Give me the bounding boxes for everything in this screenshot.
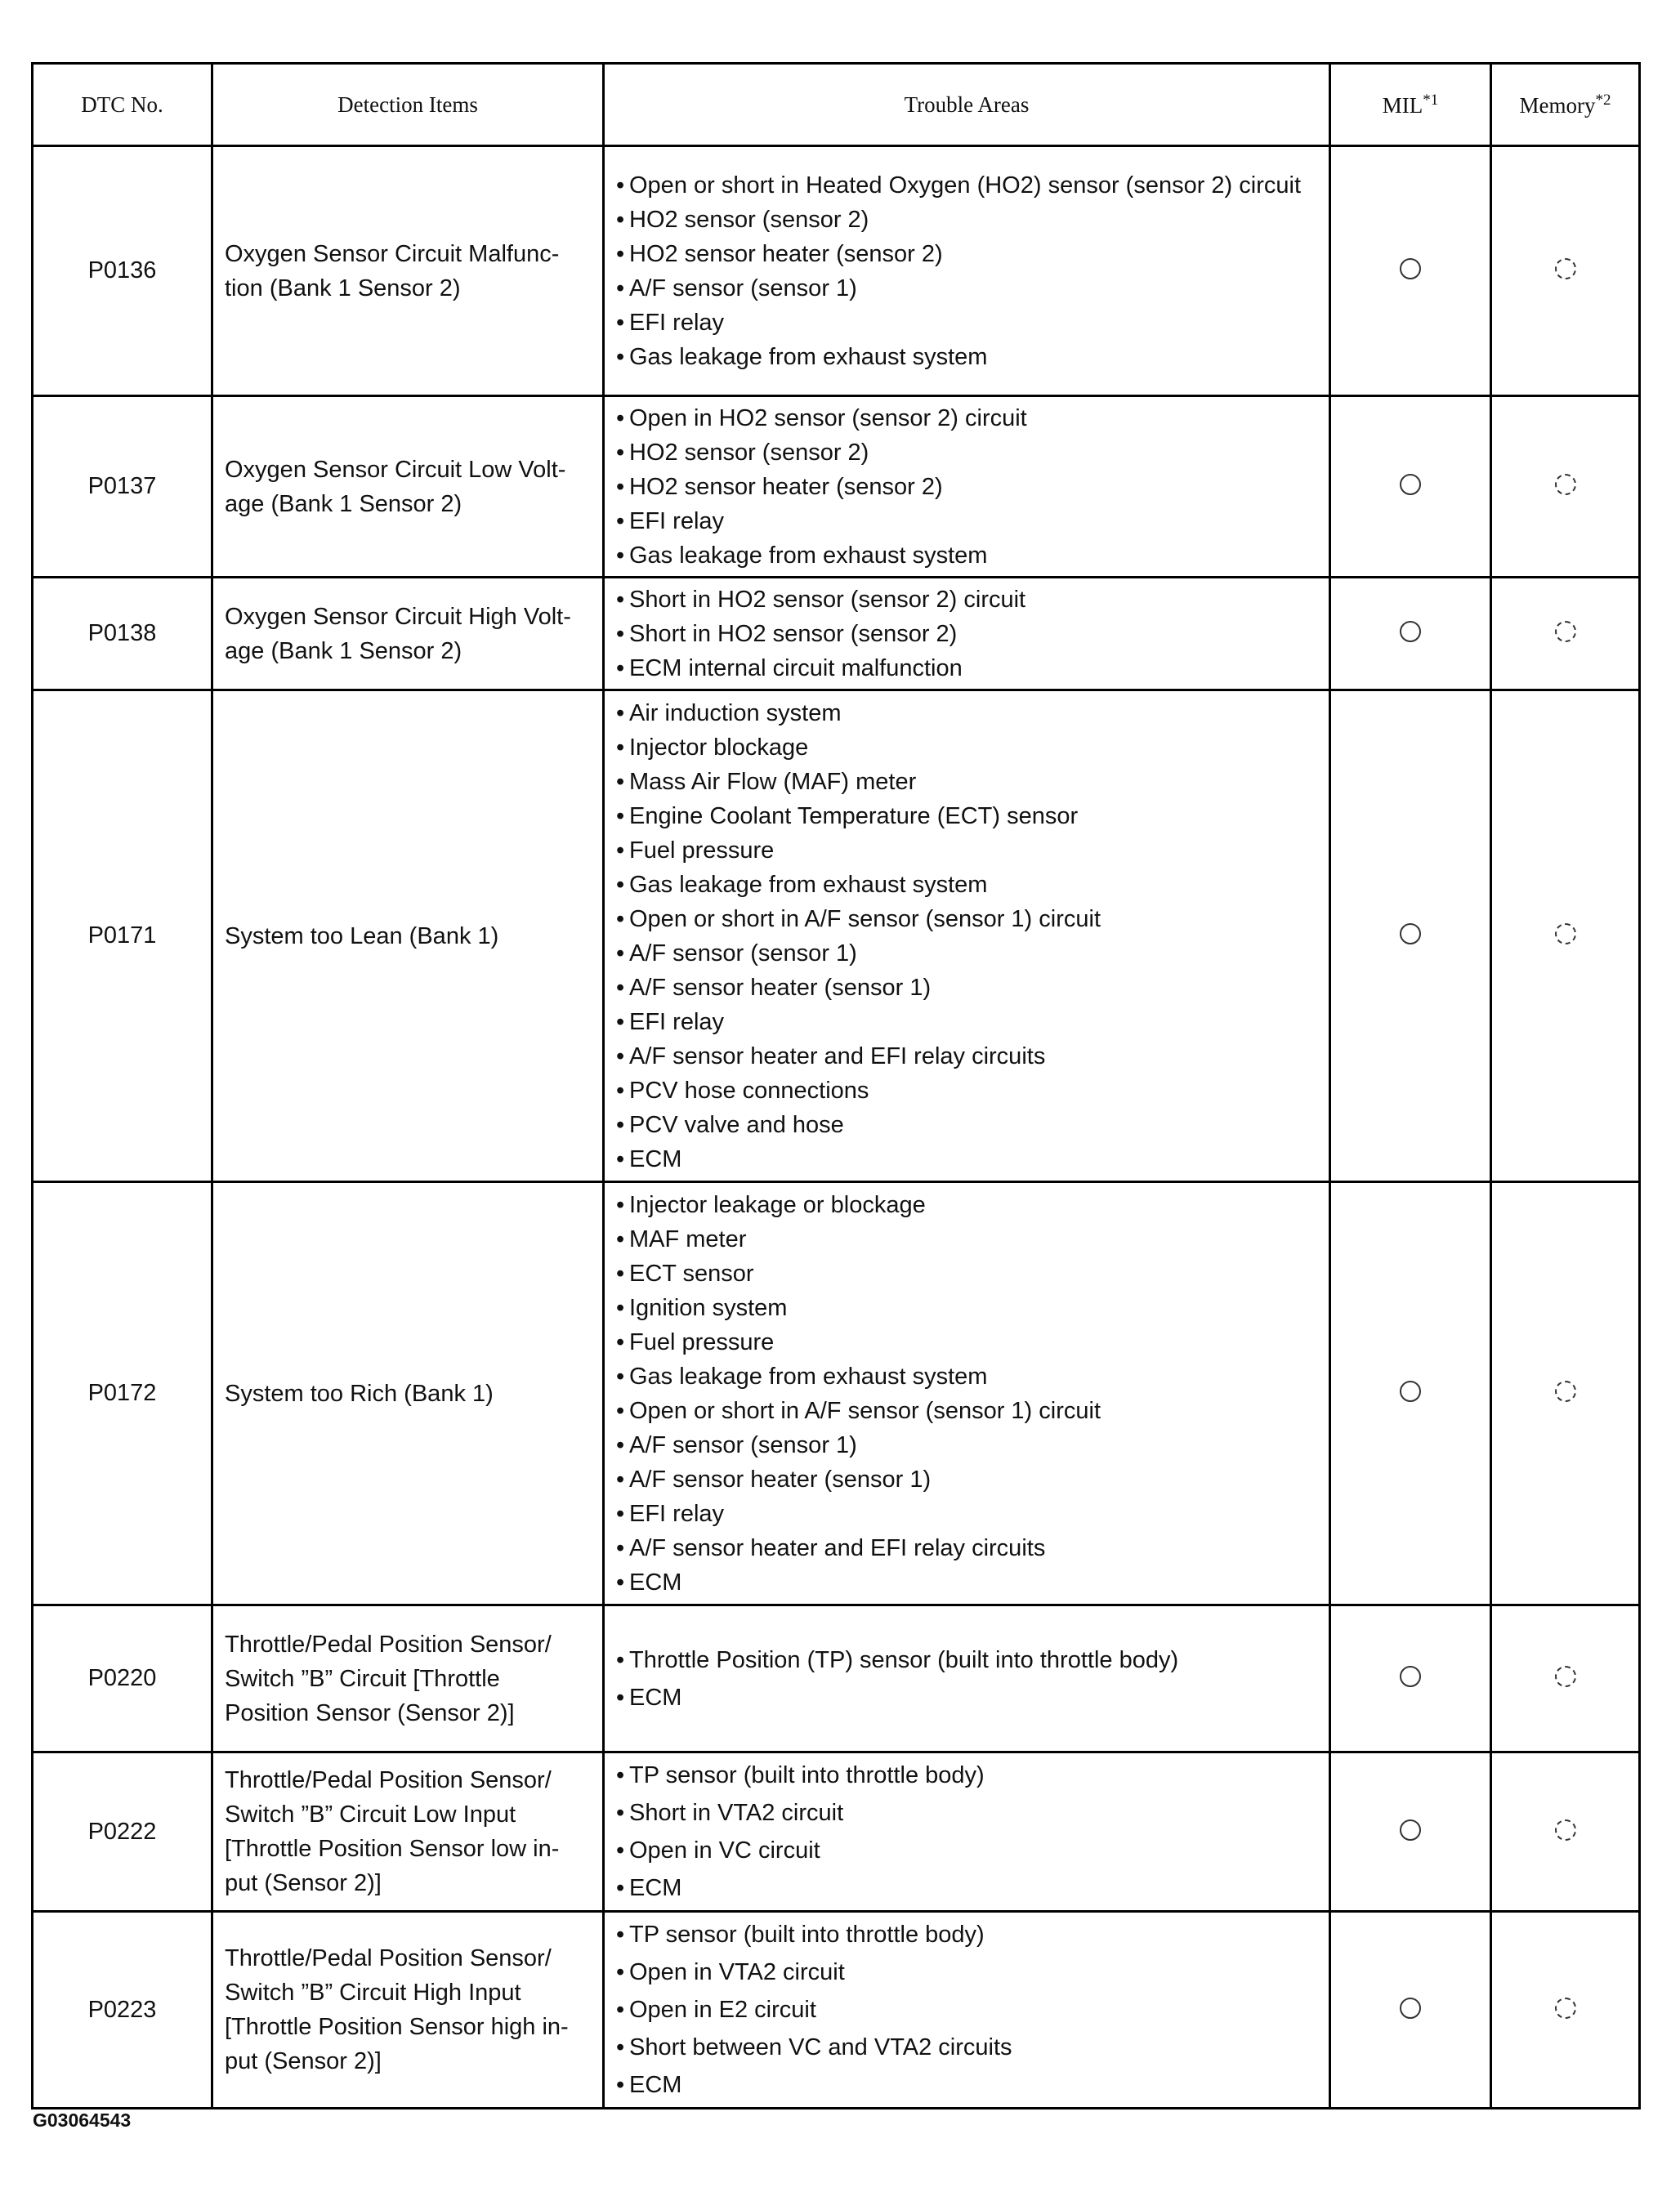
- dtc-table: [31, 62, 1641, 2109]
- detection-item: Throttle/Pedal Position Sensor/ Switch ”B” Circuit Low Input [Throttle Position Sensor low in-put (Sensor 2)]: [212, 1752, 604, 1912]
- header-mil: [1330, 64, 1491, 146]
- table-row: [33, 1605, 1640, 1752]
- header-row: [33, 64, 1640, 146]
- mil-circle-icon: [1400, 923, 1421, 944]
- trouble-area-item: • A/F sensor (sensor 1): [616, 936, 1320, 971]
- table-row: [33, 396, 1640, 578]
- trouble-area-item: • Engine Coolant Temperature (ECT) sensor: [616, 799, 1320, 833]
- trouble-area-item: • A/F sensor heater and EFI relay circuits: [616, 1039, 1320, 1074]
- memory-circle-icon: [1555, 258, 1576, 279]
- trouble-area-item: • ECM: [616, 1869, 1320, 1907]
- memory-cell: [1491, 1912, 1640, 2109]
- trouble-area-item: • Gas leakage from exhaust system: [616, 1359, 1320, 1394]
- detection-item: Throttle/Pedal Position Sensor/ Switch ”B” Circuit High Input [Throttle Position Sensor high in-put (Sensor 2)]: [212, 1912, 604, 2109]
- trouble-area-item: • HO2 sensor (sensor 2): [616, 435, 1320, 470]
- header-detection-items: Detection Items: [212, 64, 604, 146]
- mil-cell: [1330, 690, 1491, 1182]
- dtc-code: P0171: [33, 690, 212, 1182]
- table-row: [33, 146, 1640, 396]
- table-row: [33, 578, 1640, 690]
- memory-circle-icon: [1555, 1819, 1576, 1841]
- mil-circle-icon: [1400, 1381, 1421, 1402]
- mil-circle-icon: [1400, 621, 1421, 642]
- trouble-area-item: • Open in HO2 sensor (sensor 2) circuit: [616, 401, 1320, 435]
- trouble-area-item: • Short in HO2 sensor (sensor 2) circuit: [616, 583, 1320, 617]
- trouble-area-item: • EFI relay: [616, 1005, 1320, 1039]
- trouble-area-item: • Open or short in A/F sensor (sensor 1) circuit: [616, 1394, 1320, 1428]
- memory-circle-icon: [1555, 621, 1576, 642]
- trouble-area-item: • A/F sensor heater (sensor 1): [616, 971, 1320, 1005]
- trouble-area-item: • Ignition system: [616, 1291, 1320, 1325]
- trouble-area-item: • A/F sensor heater (sensor 1): [616, 1462, 1320, 1497]
- trouble-area-item: • ECM internal circuit malfunction: [616, 651, 1320, 685]
- dtc-code: P0138: [33, 578, 212, 690]
- header-mil-note: *1: [1423, 91, 1439, 109]
- header-memory: [1491, 64, 1640, 146]
- trouble-area-item: • ECM: [616, 1565, 1320, 1600]
- trouble-areas: [604, 1605, 1330, 1752]
- memory-circle-icon: [1555, 923, 1576, 944]
- mil-cell: [1330, 396, 1491, 578]
- trouble-area-item: • EFI relay: [616, 306, 1320, 340]
- header-memory-note: *2: [1595, 91, 1611, 109]
- trouble-area-item: • ECT sensor: [616, 1257, 1320, 1291]
- trouble-area-item: • Fuel pressure: [616, 1325, 1320, 1359]
- detection-item: Oxygen Sensor Circuit Malfunc-tion (Bank 1 Sensor 2): [212, 146, 604, 396]
- mil-cell: [1330, 146, 1491, 396]
- detection-item: System too Rich (Bank 1): [212, 1182, 604, 1605]
- trouble-area-item: • Short in HO2 sensor (sensor 2): [616, 617, 1320, 651]
- memory-cell: [1491, 396, 1640, 578]
- header-mil-label: MIL: [1382, 92, 1423, 118]
- trouble-areas: [604, 396, 1330, 578]
- memory-circle-icon: [1555, 1998, 1576, 2019]
- trouble-area-item: • Gas leakage from exhaust system: [616, 868, 1320, 902]
- mil-circle-icon: [1400, 1666, 1421, 1687]
- trouble-area-item: • Short in VTA2 circuit: [616, 1794, 1320, 1832]
- trouble-area-item: • ECM: [616, 2066, 1320, 2104]
- header-trouble-areas: Trouble Areas: [604, 64, 1330, 146]
- table-row: [33, 1912, 1640, 2109]
- dtc-code: P0223: [33, 1912, 212, 2109]
- trouble-area-item: • Fuel pressure: [616, 833, 1320, 868]
- trouble-area-item: • HO2 sensor heater (sensor 2): [616, 237, 1320, 271]
- trouble-area-item: • Mass Air Flow (MAF) meter: [616, 765, 1320, 799]
- trouble-areas: [604, 1912, 1330, 2109]
- trouble-area-item: • PCV hose connections: [616, 1074, 1320, 1108]
- trouble-area-item: • TP sensor (built into throttle body): [616, 1757, 1320, 1794]
- trouble-areas: [604, 690, 1330, 1182]
- trouble-area-item: • EFI relay: [616, 1497, 1320, 1531]
- trouble-area-item: • Gas leakage from exhaust system: [616, 340, 1320, 374]
- memory-circle-icon: [1555, 474, 1576, 495]
- trouble-area-item: • Open or short in A/F sensor (sensor 1) circuit: [616, 902, 1320, 936]
- memory-cell: [1491, 578, 1640, 690]
- trouble-area-item: • Throttle Position (TP) sensor (built into throttle body): [616, 1641, 1320, 1679]
- trouble-area-item: • Short between VC and VTA2 circuits: [616, 2029, 1320, 2066]
- trouble-area-item: • A/F sensor heater and EFI relay circuits: [616, 1531, 1320, 1565]
- trouble-area-item: • A/F sensor (sensor 1): [616, 271, 1320, 306]
- mil-cell: [1330, 1752, 1491, 1912]
- table-row: [33, 1182, 1640, 1605]
- trouble-area-item: • PCV valve and hose: [616, 1108, 1320, 1142]
- memory-cell: [1491, 1752, 1640, 1912]
- trouble-area-item: • HO2 sensor heater (sensor 2): [616, 470, 1320, 504]
- dtc-code: P0220: [33, 1605, 212, 1752]
- trouble-area-item: • ECM: [616, 1679, 1320, 1717]
- memory-circle-icon: [1555, 1381, 1576, 1402]
- trouble-area-item: • Gas leakage from exhaust system: [616, 538, 1320, 573]
- memory-cell: [1491, 690, 1640, 1182]
- mil-circle-icon: [1400, 258, 1421, 279]
- mil-cell: [1330, 1912, 1491, 2109]
- trouble-area-item: • Injector leakage or blockage: [616, 1188, 1320, 1222]
- trouble-area-item: • HO2 sensor (sensor 2): [616, 203, 1320, 237]
- header-memory-label: Memory: [1519, 92, 1596, 118]
- detection-item: Oxygen Sensor Circuit High Volt-age (Bank 1 Sensor 2): [212, 578, 604, 690]
- detection-item: System too Lean (Bank 1): [212, 690, 604, 1182]
- memory-cell: [1491, 1182, 1640, 1605]
- detection-item: Throttle/Pedal Position Sensor/ Switch ”B” Circuit [Throttle Position Sensor (Sensor 2)]: [212, 1605, 604, 1752]
- dtc-code: P0222: [33, 1752, 212, 1912]
- trouble-area-item: • Open in E2 circuit: [616, 1991, 1320, 2029]
- dtc-code: P0136: [33, 146, 212, 396]
- trouble-area-item: • Open or short in Heated Oxygen (HO2) sensor (sensor 2) circuit: [616, 168, 1320, 203]
- trouble-areas: [604, 1752, 1330, 1912]
- dtc-code: P0137: [33, 396, 212, 578]
- trouble-area-item: • Injector blockage: [616, 730, 1320, 765]
- trouble-area-item: • EFI relay: [616, 504, 1320, 538]
- memory-cell: [1491, 146, 1640, 396]
- header-dtc-no: DTC No.: [33, 64, 212, 146]
- mil-cell: [1330, 1605, 1491, 1752]
- trouble-area-item: • TP sensor (built into throttle body): [616, 1916, 1320, 1953]
- mil-circle-icon: [1400, 474, 1421, 495]
- detection-item: Oxygen Sensor Circuit Low Volt-age (Bank 1 Sensor 2): [212, 396, 604, 578]
- figure-id: G03064543: [33, 2109, 132, 2131]
- mil-circle-icon: [1400, 1819, 1421, 1841]
- memory-circle-icon: [1555, 1666, 1576, 1687]
- trouble-area-item: • Air induction system: [616, 696, 1320, 730]
- trouble-area-item: • ECM: [616, 1142, 1320, 1176]
- mil-cell: [1330, 578, 1491, 690]
- memory-cell: [1491, 1605, 1640, 1752]
- trouble-area-item: • A/F sensor (sensor 1): [616, 1428, 1320, 1462]
- mil-circle-icon: [1400, 1998, 1421, 2019]
- trouble-areas: [604, 1182, 1330, 1605]
- trouble-area-item: • Open in VC circuit: [616, 1832, 1320, 1869]
- trouble-area-item: • Open in VTA2 circuit: [616, 1953, 1320, 1991]
- trouble-areas: [604, 146, 1330, 396]
- trouble-area-item: • MAF meter: [616, 1222, 1320, 1257]
- trouble-areas: [604, 578, 1330, 690]
- dtc-code: P0172: [33, 1182, 212, 1605]
- table-row: [33, 1752, 1640, 1912]
- mil-cell: [1330, 1182, 1491, 1605]
- table-row: [33, 690, 1640, 1182]
